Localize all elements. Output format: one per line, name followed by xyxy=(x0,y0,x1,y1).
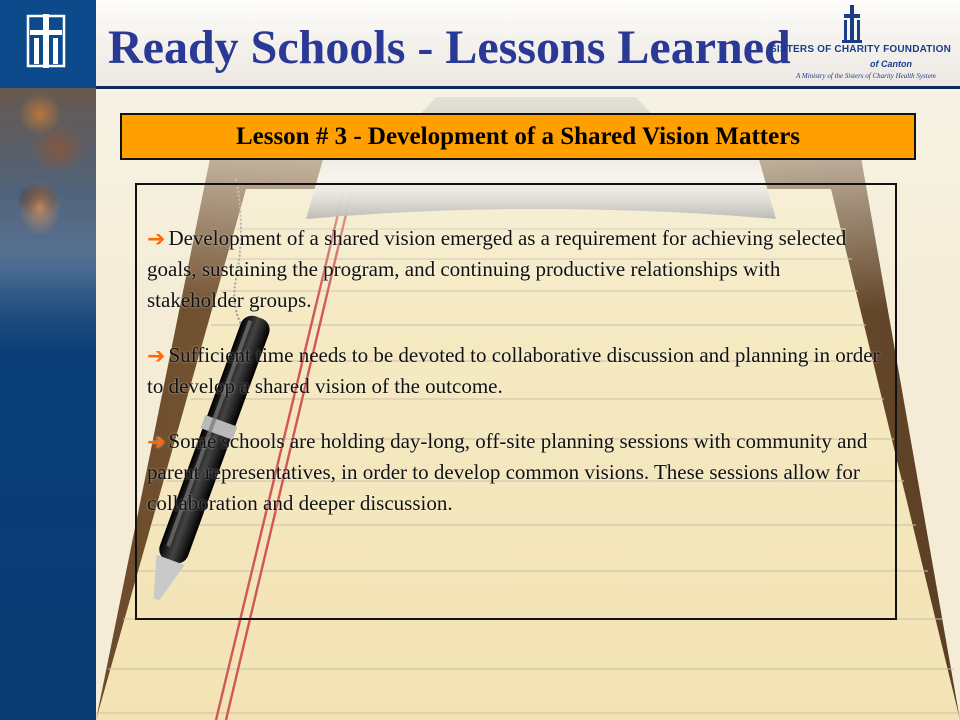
lesson-banner xyxy=(120,113,916,160)
bullet-list xyxy=(137,185,895,519)
lesson-title: Lesson # 3 - Development of a Shared Vision Matters xyxy=(235,122,801,150)
bullet-item xyxy=(147,223,881,316)
bullet-text: Development of a shared vision emerged as a requirement for achieving selected goals, sustaining the program, and continuing productive relationships with stakeholder groups. xyxy=(147,226,847,312)
sidebar-cross-logo xyxy=(0,0,96,88)
arrow-right-icon: ➔ xyxy=(147,227,166,252)
bullet-item xyxy=(147,340,881,402)
header-divider xyxy=(96,86,960,89)
arrow-right-icon: ➔ xyxy=(147,430,166,455)
content-box xyxy=(135,183,897,620)
arrow-right-icon: ➔ xyxy=(147,344,166,369)
page-title: Ready Schools - Lessons Learned xyxy=(108,21,791,74)
foundation-name: SISTERS OF CHARITY FOUNDATION xyxy=(770,44,951,55)
bullet-item xyxy=(147,426,881,519)
bullet-text: Sufficient time needs to be devoted to collaborative discussion and planning in order to develop a shared vision of the outcome. xyxy=(147,343,880,398)
foundation-location: of Canton xyxy=(870,59,912,69)
sidebar-photo-fade xyxy=(0,250,96,360)
foundation-cross-icon xyxy=(770,4,954,44)
bullet-text: Some schools are holding day-long, off-site planning sessions with community and parent representatives, in order to develop common visions. These sessions allow for collaboration and deeper discussion. xyxy=(147,429,868,515)
cross-emblem-icon xyxy=(0,0,96,88)
foundation-tagline: A Ministry of the Sisters of Charity Health System xyxy=(796,72,936,80)
foundation-logo xyxy=(770,4,954,84)
